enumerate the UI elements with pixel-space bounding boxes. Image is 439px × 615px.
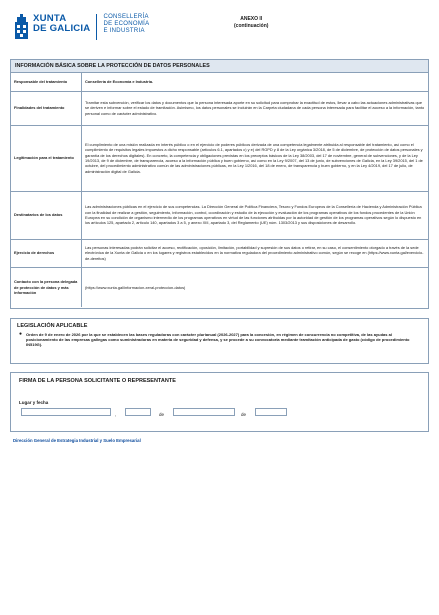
xunta-logo [14,14,149,40]
signature-title: FIRMA DE LA PERSONA SOLICITANTE O REPRESENTANTE [19,378,176,384]
row-value: Las administraciones públicas en el ejercicio de sus competencias. La Dirección General de Política Financiera, Tesoro y Fondos Europeos de la Consellería de Hacienda y Administración Pública con la finalidad de realizar a gestión, seguimiento, información, control, coordinación y estudio de la ejecución y evaluación de los programas operativos de los fondos procedentes de la Unión Europea en su condición de organismo intermedio de los programas operativos en virtud de las funciones atribuidas por la autoridad de gestión de los programas operativos según lo dispuesto en los artículos 125, apartado 2, artículo 140, apartados 3 a 5, y anexo XIII, apartado 3, del Reglamento (UE) núm. 1303/2013 y sus disposiciones de desarrollo. [82,191,429,239]
year-input[interactable] [255,408,287,416]
bullet-icon: ● [19,331,23,337]
row-label: Ejercicio de derechos [11,239,82,267]
logo-line-2: DE GALICIA [33,23,91,34]
row-label: Responsable del tratamiento [11,73,82,91]
consellaria-name [103,14,149,34]
legislation-box [10,318,429,364]
data-protection-title: INFORMACIÓN BÁSICA SOBRE LA PROTECCIÓN DE DATOS PERSONALES [11,60,428,73]
row-label: Finalidades del tratamiento [11,91,82,125]
de-label-1: de [159,412,165,417]
row-label: Destinatarios de los datos [11,191,82,239]
data-protection-box [10,59,429,309]
contact-link[interactable]: (https://www.xunta.gal/informacion-xeral-proteccion-datos) [85,284,186,290]
table-row [11,91,428,125]
xunta-wordmark [33,14,90,34]
day-input[interactable] [125,408,151,416]
anexo-heading [234,16,268,29]
row-value: El cumplimiento de una misión realizada en interés público o en el ejercicio de poderes públicos derivada de una competencia legalmente atribuida al responsable del tratamiento, así como el cumplimiento de requisitos legales impuestos a dicho responsable (artículos 6.1, apartados c) y e) del RGPD y 8 de la Ley orgánica 3/2018, de 5 de diciembre, de protección de datos personales y garantía de los derechos digitales). En concreto, la competencia y obligaciones previstas en los preceptos básicos de la Ley 38/2003, del 17 de noviembre, general de subvenciones, y de la Ley 19/2013, de 9 de diciembre, de transparencia, acceso a la información pública y buen gobierno, así como en la Ley 9/2007, del 13 de junio, de subvenciones de Galicia, en la Ley 39/2015, del 1 de octubre, del procedimiento administrativo común de las administraciones públicas, en la Ley 1/2016, del 18 de enero, de transparencia y buen gobierno, y en la Ley 4/2019, del 17 de julio, de administración digital de Galicia. [82,125,429,191]
table-row [11,191,428,239]
place-input[interactable] [21,408,111,416]
consellaria-line-2: DE ECONOMÍA [103,20,150,27]
direccion-general: Dirección General de Estrategia Industrial y Suelo Empresarial [13,438,141,443]
table-row [11,239,428,267]
anexo-subtitle: (continuación) [234,22,269,29]
row-label: Contacto con la persona delegada de protección de datos y más información [11,267,82,307]
logo-line-1: XUNTA [33,13,67,24]
table-row [11,267,428,307]
signature-box [10,372,429,432]
crest-icon [14,14,29,40]
row-value: Tramitar esta subvención, verificar los datos y documentos que la persona interesada aporte en su solicitud para comprobar la exactitud de estos, llevar a cabo las actuaciones administrativas que se deriven e informar sobre el estado de tramitación. Asimismo, los datos personales se incluirán en la Carpeta ciudadana de cada persona interesada para facilitar el acceso a la información, tanto personal como de carácter administrativo. [82,91,429,125]
data-protection-table [11,73,428,307]
row-value: Las personas interesadas podrán solicitar el acceso, rectificación, oposición, limitación, portabilidad y supresión de sus datos o retirar, en su caso, el consentimiento otorgado a través de la sede electrónica de la Xunta de Galicia o en los lugares y registros establecidos en la normativa reguladora del procedimiento administrativo común, según se recoge en (https://www.xunta.gal/exercicio-de-dereitos) [82,239,429,267]
legislation-text: Orden de 9 de enero de 2026 por la que se establecen las bases reguladoras con carácter plurianual (2026-2027) para la concesión, en régimen de concurrencia no competitiva, de las ayudas al posicionamiento de las empresas gallegas como suministradoras en materia de seguridad y defensa, y se procede a su convocatoria mediante tramitación anticipada de gasto (código de procedimiento IN519G). [26,332,410,348]
de-label-2: de [241,412,247,417]
consellaria-line-1: CONSELLERÍA [103,14,149,20]
comma-separator: , [115,412,117,417]
place-date-label: Lugar y fecha [19,400,49,405]
table-row [11,125,428,191]
table-row [11,73,428,91]
legislation-title: LEGISLACIÓN APLICABLE [17,323,88,329]
month-input[interactable] [173,408,235,416]
logo-separator [96,14,97,40]
list-item [11,331,428,348]
page-header [14,14,426,50]
anexo-title: ANEXO II [240,16,263,22]
row-value [82,267,429,307]
row-value: Consellería de Economía e Industria. [82,73,429,91]
row-label: Legitimación para el tratamiento [11,125,82,191]
consellaria-line-3: E INDUSTRIA [103,27,145,34]
